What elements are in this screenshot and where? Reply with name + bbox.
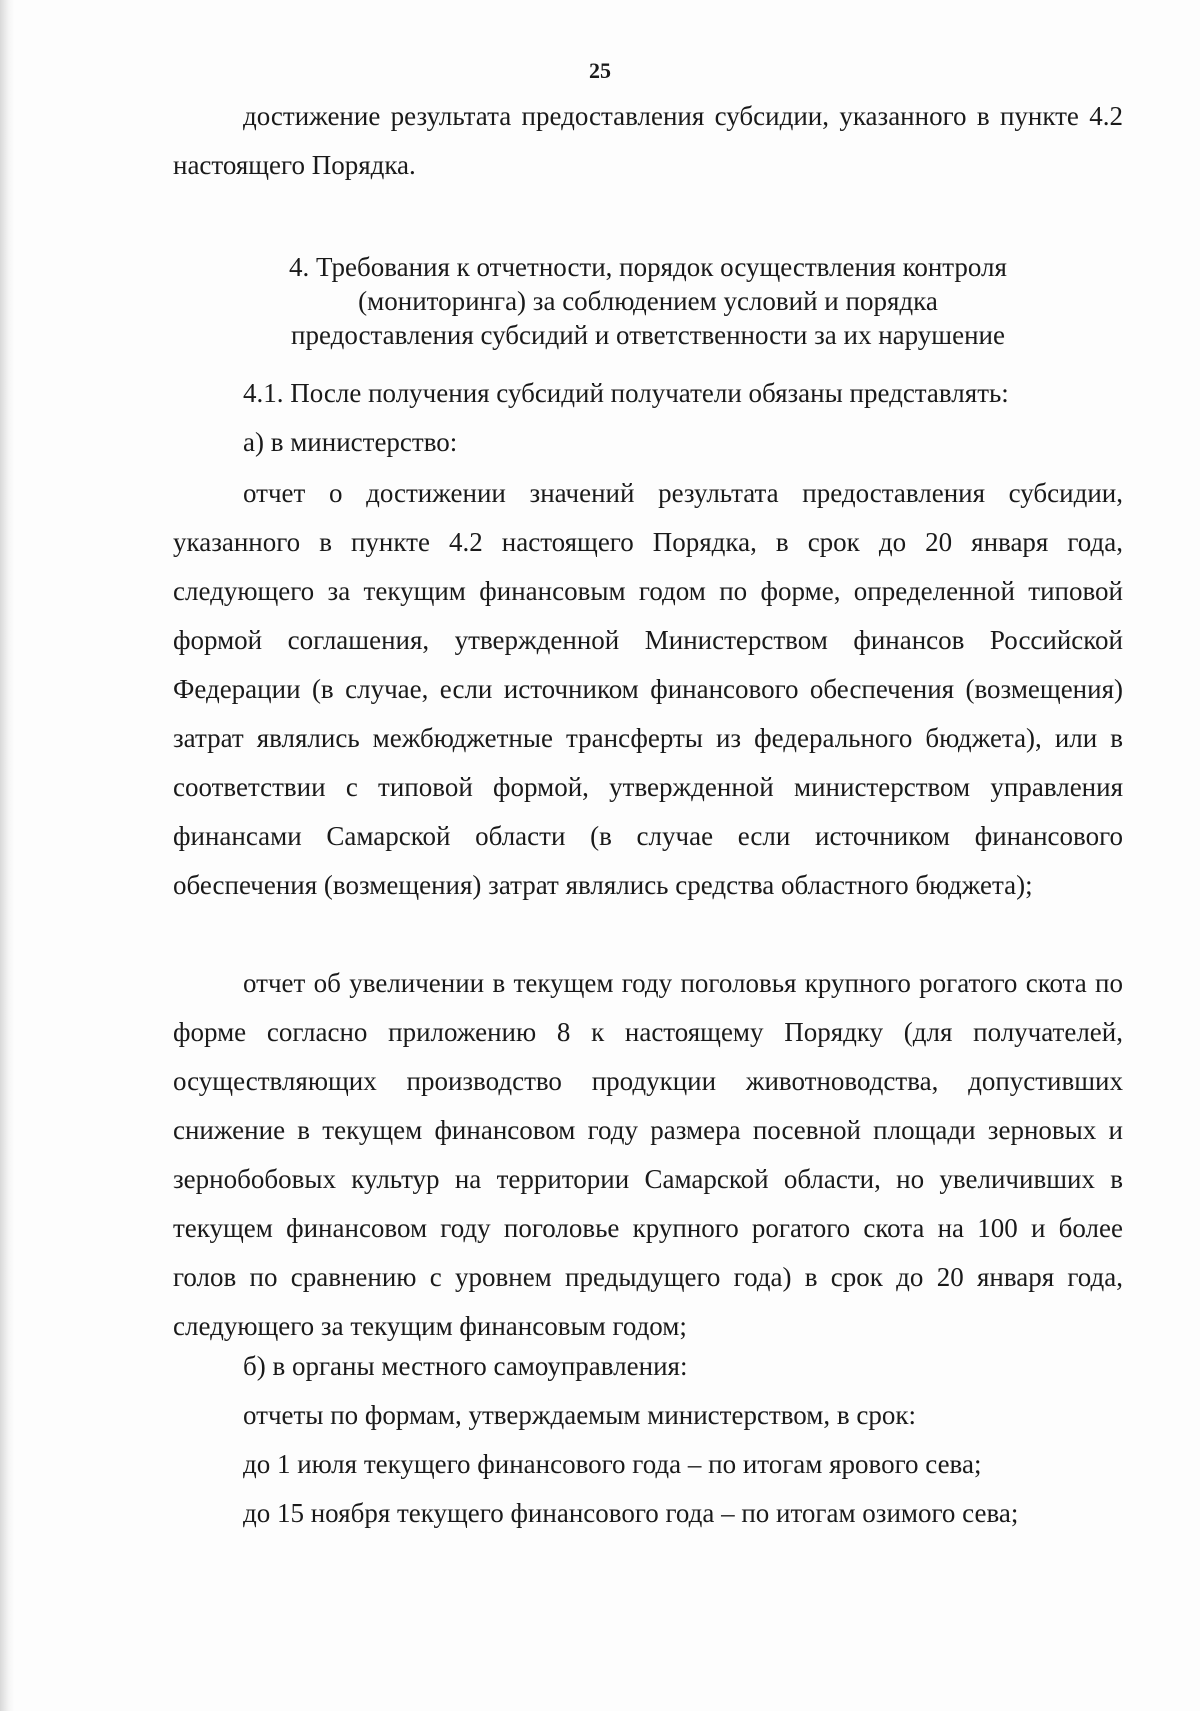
page-number: 25: [589, 58, 611, 83]
clause-4-1: 4.1. После получения субсидий получатели обязаны представлять:: [243, 378, 1009, 408]
section-heading: [173, 250, 1123, 352]
section-heading-line-3: предоставления субсидий и ответственности за их нарушение: [291, 320, 1005, 350]
deadline-winter-sowing: до 15 ноября текущего финансового года – по итогам озимого сева;: [243, 1498, 1019, 1528]
deadline-spring-sowing: до 1 июля текущего финансового года – по итогам ярового сева;: [243, 1449, 982, 1479]
paragraph-report-results: отчет о достижении значений результата предоставления субсидии, указанного в пункте 4.2 настоящего Порядка, в срок до 20 января года, следующего за текущим финансовым годом по форме, определенной типовой формой соглашения, утвержденной Министерством финансов Российской Федерации (в случае, если источником финансового обеспечения (возмещения) затрат являлись межбюджетные трансферты из федерального бюджета), или в соответствии с типовой формой, утвержденной министерством управления финансами Самарской области (в случае если источником финансового обеспечения (возмещения) затрат являлись средства областного бюджета);: [173, 478, 1123, 900]
item-a-ministry: а) в министерство:: [243, 427, 458, 457]
reports-forms-line: отчеты по формам, утверждаемым министерством, в срок:: [243, 1400, 916, 1430]
section-heading-line-1: 4. Требования к отчетности, порядок осуществления контроля: [289, 252, 1007, 282]
intro-paragraph: достижение результата предоставления субсидии, указанного в пункте 4.2 настоящего Порядка.: [173, 101, 1123, 180]
paragraph-report-cattle: отчет об увеличении в текущем году поголовья крупного рогатого скота по форме согласно приложению 8 к настоящему Порядку (для получателей, осуществляющих производство продукции животноводства, допустивших снижение в текущем финансовом году размера посевной площади зерновых и зернобобовых культур на территории Самарской области, но увеличивших в текущем финансовом году поголовье крупного рогатого скота на 100 и более голов по сравнению с уровнем предыдущего года) в срок до 20 января года, следующего за текущим финансовым годом;: [173, 968, 1123, 1341]
item-b-local-government: б) в органы местного самоуправления:: [243, 1351, 688, 1381]
section-heading-line-2: (мониторинга) за соблюдением условий и порядка: [358, 286, 938, 316]
scan-edge-shadow: [0, 0, 14, 1711]
